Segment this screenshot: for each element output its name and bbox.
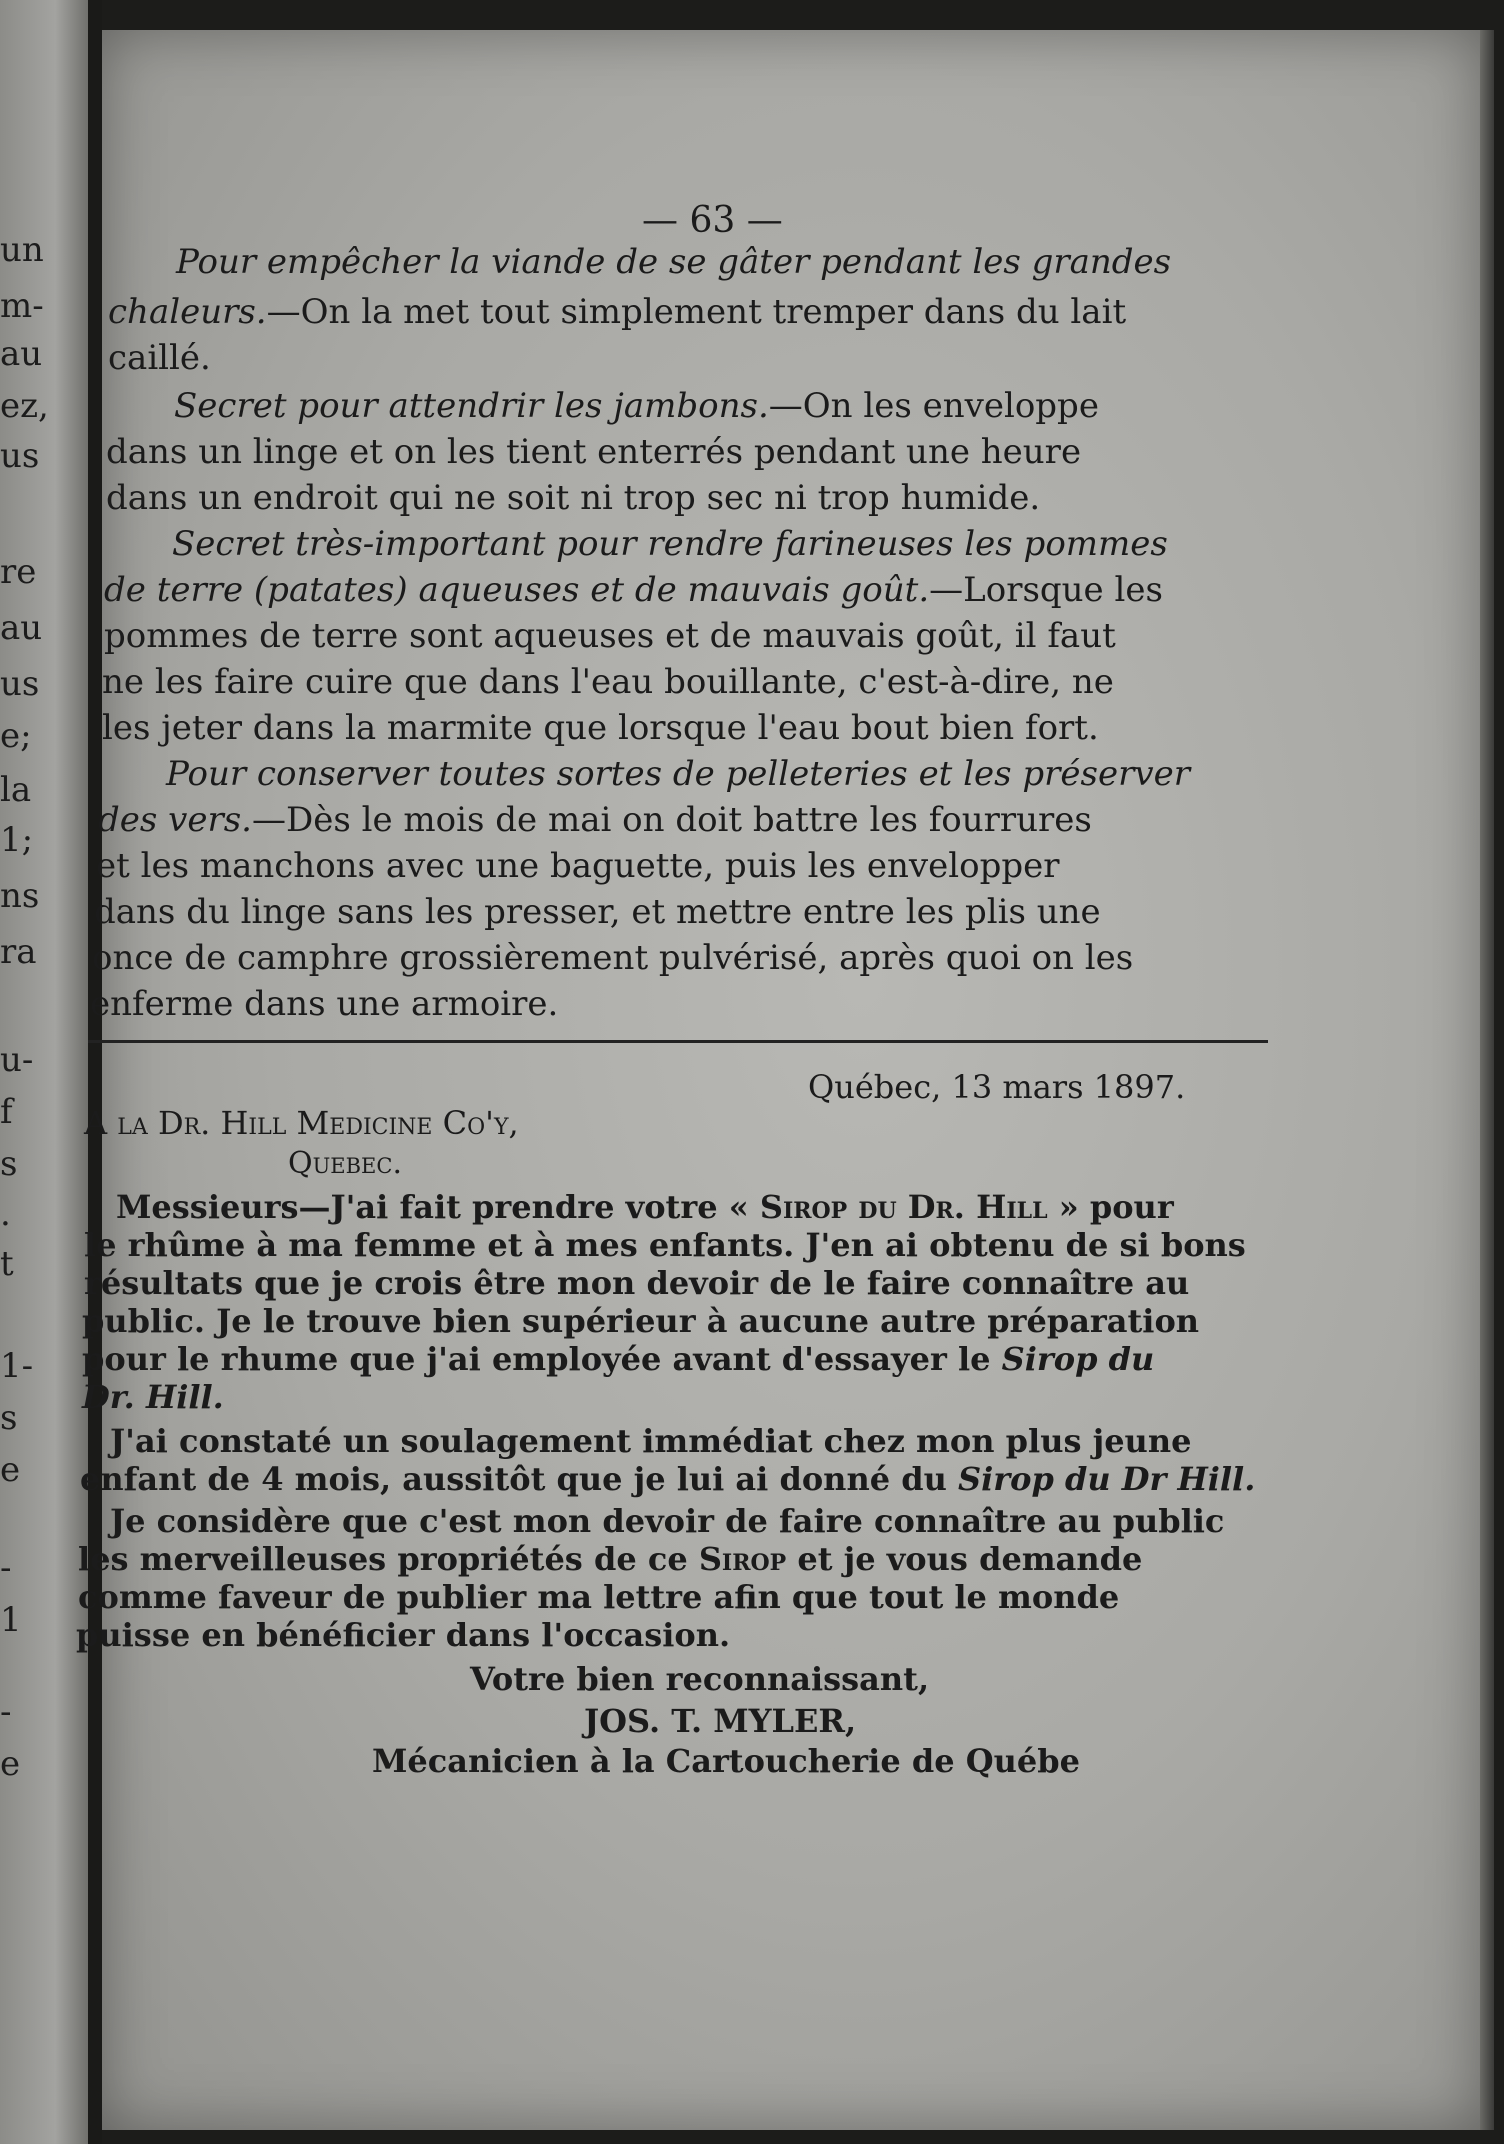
letter-addressee: A la Dr. Hill Medicine Co'y, (84, 1104, 519, 1142)
previous-page-fragment: au (0, 608, 43, 648)
previous-page-fragment: la (0, 770, 32, 810)
letter-p3-line-4: puisse en bénéficier dans l'occasion. (76, 1616, 731, 1654)
separator-rule (88, 1040, 1268, 1043)
page (76, 30, 1482, 2130)
letter-p3-line-1: Je considère que c'est mon devoir de faire connaître au public (110, 1502, 1225, 1540)
previous-page-fragment: m- (0, 286, 44, 326)
previous-page-edge (0, 0, 92, 2144)
previous-page-fragment: us (0, 664, 40, 704)
previous-page-fragment: au (0, 334, 43, 374)
letter-p3-line-2: les merveilleuses propriétés de ce Sirop et je vous demande (78, 1540, 1143, 1578)
previous-page-fragment: e (0, 1450, 21, 1490)
book-gutter (88, 0, 102, 2144)
letter-addressee-city: Quebec. (288, 1146, 402, 1181)
previous-page-fragment: 1 (0, 1600, 22, 1640)
recipe-4-line-2: des vers.—Dès le mois de mai on doit battre les fourrures (98, 800, 1092, 840)
previous-page-fragment: us (0, 436, 40, 476)
letter-p1-line-5: pour le rhume que j'ai employée avant d'essayer le Sirop du (82, 1340, 1155, 1378)
letter-closing: Votre bien reconnaissant, (470, 1660, 930, 1698)
letter-p1-line-3: résultats que je crois être mon devoir de le faire connaître au (84, 1264, 1190, 1302)
previous-page-fragment: ra (0, 932, 37, 972)
previous-page-fragment: 1; (0, 820, 34, 860)
recipe-2-line-1: Secret pour attendrir les jambons.—On les enveloppe (174, 386, 1099, 426)
previous-page-fragment: un (0, 230, 44, 270)
previous-page-fragment: s (0, 1144, 18, 1184)
recipe-4-line-6: enferme dans une armoire. (90, 984, 559, 1024)
recipe-1-line-2: chaleurs.—On la met tout simplement tremper dans du lait (108, 292, 1127, 332)
letter-signature-title: Mécanicien à la Cartoucherie de Québe (372, 1742, 1080, 1780)
recipe-4-title-line-1: Pour conserver toutes sortes de pelleteries et les préserver (166, 754, 1190, 794)
recipe-2-line-3: dans un endroit qui ne soit ni trop sec ni trop humide. (106, 478, 1041, 518)
recipe-1-title-line-1: Pour empêcher la viande de se gâter pendant les grandes (176, 242, 1172, 282)
previous-page-fragment: s (0, 1398, 18, 1438)
letter-p2-line-1: J'ai constaté un soulagement immédiat chez mon plus jeune (110, 1422, 1192, 1460)
recipe-3-line-5: les jeter dans la marmite que lorsque l'eau bout bien fort. (102, 708, 1099, 748)
previous-page-fragment: u- (0, 1040, 34, 1080)
previous-page-fragment: e; (0, 716, 32, 756)
recipe-3-line-4: ne les faire cuire que dans l'eau bouillante, c'est-à-dire, ne (102, 662, 1114, 702)
previous-page-fragment: f (0, 1092, 13, 1132)
recipe-4-line-4: dans du linge sans les presser, et mettre entre les plis une (94, 892, 1101, 932)
page-number: — 63 — (642, 200, 783, 241)
letter-p1-line-1: Messieurs—J'ai fait prendre votre « Sirop du Dr. Hill » pour (116, 1188, 1174, 1226)
recipe-3-line-2: de terre (patates) aqueuses et de mauvais goût.—Lorsque les (104, 570, 1163, 610)
page-edge-shadow (1480, 30, 1494, 2130)
previous-page-fragment: 1- (0, 1346, 34, 1386)
recipe-3-title-line-1: Secret très-important pour rendre farineuses les pommes (172, 524, 1168, 564)
previous-page-fragment: . (0, 1194, 11, 1234)
recipe-3-line-3: pommes de terre sont aqueuses et de mauvais goût, il faut (104, 616, 1116, 656)
previous-page-fragment: - (0, 1548, 12, 1588)
recipe-4-line-3: et les manchons avec une baguette, puis les envelopper (96, 846, 1060, 886)
recipe-4-line-5: once de camphre grossièrement pulvérisé, après quoi on les (92, 938, 1134, 978)
recipe-1-line-3: caillé. (108, 338, 211, 378)
letter-p1-line-4: public. Je le trouve bien supérieur à aucune autre préparation (82, 1302, 1200, 1340)
previous-page-fragment: e (0, 1744, 21, 1784)
previous-page-fragment: t (0, 1244, 14, 1284)
letter-p1-line-2: le rhûme à ma femme et à mes enfants. J'en ai obtenu de si bons (84, 1226, 1246, 1264)
recipe-2-line-2: dans un linge et on les tient enterrés pendant une heure (106, 432, 1082, 472)
letter-p2-line-2: enfant de 4 mois, aussitôt que je lui ai donné du Sirop du Dr Hill. (80, 1460, 1256, 1498)
letter-place-date: Québec, 13 mars 1897. (808, 1068, 1186, 1106)
letter-signature: JOS. T. MYLER, (584, 1702, 857, 1740)
previous-page-fragment: ns (0, 876, 40, 916)
previous-page-fragment: re (0, 552, 37, 592)
letter-p1-line-6: Dr. Hill. (82, 1378, 224, 1416)
previous-page-fragment: ez, (0, 386, 49, 426)
previous-page-fragment: - (0, 1692, 12, 1732)
letter-p3-line-3: comme faveur de publier ma lettre afin que tout le monde (78, 1578, 1120, 1616)
